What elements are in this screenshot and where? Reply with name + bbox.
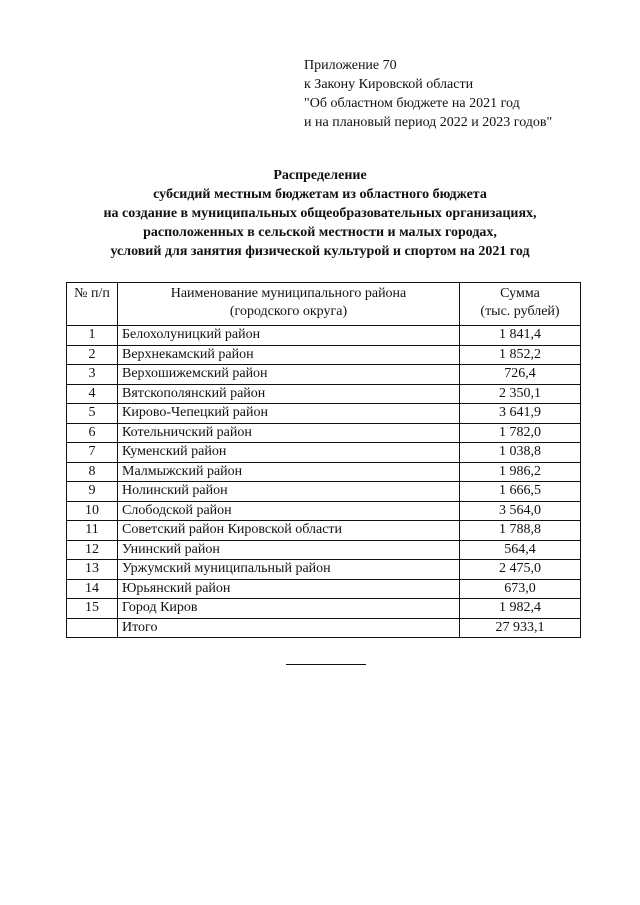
total-label: Итого — [118, 618, 460, 638]
appendix-line: к Закону Кировской области — [304, 77, 474, 92]
row-amount: 564,4 — [460, 540, 581, 560]
header-sum-line: Сумма — [500, 286, 540, 301]
row-number: 14 — [67, 579, 118, 599]
row-district-name: Кирово-Чепецкий район — [118, 404, 460, 424]
title-line: условий для занятия физической культурой и спортом на 2021 год — [110, 244, 530, 259]
table-header-row — [67, 283, 581, 326]
document-title — [0, 166, 640, 261]
row-district-name: Верхнекамский район — [118, 345, 460, 365]
total-amount: 27 933,1 — [460, 618, 581, 638]
header-name-line: (городского округа) — [229, 304, 348, 319]
row-district-name: Нолинский район — [118, 482, 460, 502]
row-district-name: Советский район Кировской области — [118, 521, 460, 541]
header-name-line: Наименование муниципального района — [170, 286, 407, 301]
table-row — [67, 482, 581, 502]
appendix-line: "Об областном бюджете на 2021 год — [304, 96, 520, 111]
row-amount: 3 564,0 — [460, 501, 581, 521]
table-row — [67, 540, 581, 560]
row-amount: 1 666,5 — [460, 482, 581, 502]
row-district-name: Юрьянский район — [118, 579, 460, 599]
table-row — [67, 443, 581, 463]
row-number: 1 — [67, 326, 118, 346]
row-number: 15 — [67, 599, 118, 619]
appendix-line: Приложение 70 — [304, 58, 397, 73]
row-district-name: Малмыжский район — [118, 462, 460, 482]
row-district-name: Унинский район — [118, 540, 460, 560]
row-number: 7 — [67, 443, 118, 463]
row-number: 12 — [67, 540, 118, 560]
row-amount: 673,0 — [460, 579, 581, 599]
title-line: на создание в муниципальных общеобразовательных организациях, — [103, 206, 537, 221]
row-district-name: Вятскополянский район — [118, 384, 460, 404]
header-sum — [460, 283, 581, 326]
table-row — [67, 404, 581, 424]
row-number: 2 — [67, 345, 118, 365]
row-number: 9 — [67, 482, 118, 502]
row-amount: 2 350,1 — [460, 384, 581, 404]
row-number: 10 — [67, 501, 118, 521]
table-row — [67, 326, 581, 346]
table-row — [67, 521, 581, 541]
header-sum-line: (тыс. рублей) — [480, 304, 560, 319]
row-number: 4 — [67, 384, 118, 404]
table-body — [67, 326, 581, 638]
row-amount: 1 852,2 — [460, 345, 581, 365]
row-district-name: Уржумский муниципальный район — [118, 560, 460, 580]
row-number: 5 — [67, 404, 118, 424]
title-line: расположенных в сельской местности и малых городах, — [143, 225, 497, 240]
row-district-name: Куменский район — [118, 443, 460, 463]
table-row — [67, 462, 581, 482]
title-line: субсидий местным бюджетам из областного бюджета — [153, 187, 487, 202]
row-amount: 3 641,9 — [460, 404, 581, 424]
row-amount: 1 038,8 — [460, 443, 581, 463]
table-row — [67, 365, 581, 385]
title-line: Распределение — [273, 168, 367, 183]
table-row — [67, 384, 581, 404]
row-number: 6 — [67, 423, 118, 443]
distribution-table — [66, 282, 581, 638]
row-amount: 2 475,0 — [460, 560, 581, 580]
closing-rule — [286, 664, 366, 665]
table-row — [67, 345, 581, 365]
row-number: 13 — [67, 560, 118, 580]
row-number: 11 — [67, 521, 118, 541]
table-row — [67, 579, 581, 599]
row-number: 3 — [67, 365, 118, 385]
table-total-row — [67, 618, 581, 638]
row-district-name: Котельничский район — [118, 423, 460, 443]
row-amount: 1 986,2 — [460, 462, 581, 482]
row-district-name: Белохолуницкий район — [118, 326, 460, 346]
appendix-header — [304, 56, 552, 132]
table-row — [67, 560, 581, 580]
row-number: 8 — [67, 462, 118, 482]
row-amount: 1 982,4 — [460, 599, 581, 619]
header-number: № п/п — [67, 283, 118, 326]
total-number-empty — [67, 618, 118, 638]
appendix-line: и на плановый период 2022 и 2023 годов" — [304, 115, 553, 130]
row-amount: 726,4 — [460, 365, 581, 385]
table-row — [67, 423, 581, 443]
row-amount: 1 841,4 — [460, 326, 581, 346]
header-name — [118, 283, 460, 326]
row-district-name: Слободской район — [118, 501, 460, 521]
row-district-name: Город Киров — [118, 599, 460, 619]
row-district-name: Верхошижемский район — [118, 365, 460, 385]
row-amount: 1 782,0 — [460, 423, 581, 443]
table-row — [67, 501, 581, 521]
row-amount: 1 788,8 — [460, 521, 581, 541]
table-row — [67, 599, 581, 619]
